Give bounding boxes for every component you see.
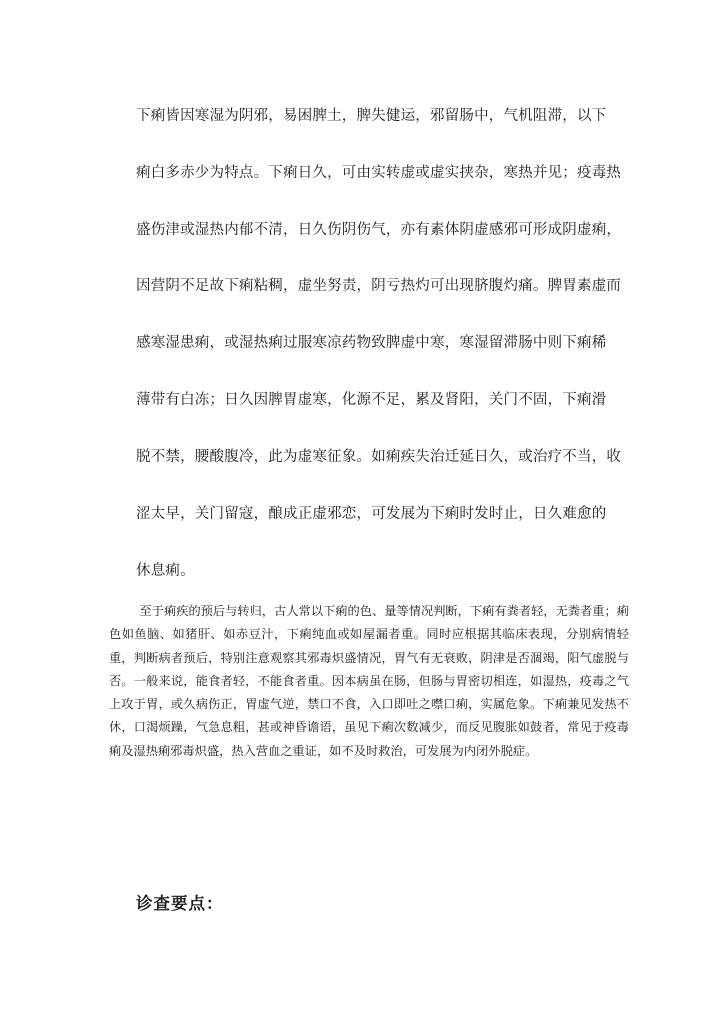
paragraph-1-line-8: 涩太早，关门留寇，酿成正虚邪恋，可发展为下痢时发时止，日久难愈的 (136, 506, 607, 522)
paragraph-1-line-5: 感寒湿患痢，或湿热痢过服寒凉药物致脾虚中寒，寒湿留滞肠中则下痢稀 (136, 335, 607, 351)
paragraph-1-line-2: 痢白多赤少为特点。下痢日久，可由实转虚或虚实挟杂，寒热并见；疫毒热 (136, 165, 622, 181)
paragraph-1-line-1: 下痢皆因寒湿为阴邪，易困脾土，脾失健运，邪留肠中，气机阻滞，以下 (136, 108, 607, 124)
section-heading: 诊查要点： (136, 894, 224, 913)
paragraph-prognosis: 至于痢疾的预后与转归，古人常以下痢的色、量等情况判断，下痢有粪者轻，无粪者重；痢色如鱼脑、如猪肝、如赤豆汁，下痢纯血或如屋漏者重。同时应根据其临床表现，分别病情轻重，判断病者预后，特别注意观察其邪毒炽盛情况，胃气有无衰败，阴津是否涸竭，阳气虚脱与否。一般来说，能食者轻，不能食者重。因本病虽在肠，但肠与胃密切相连，如湿热，疫毒之气上攻于胃，或久病伤正，胃虚气逆，禁口不食，入口即吐之噤口痢，实属危象。下痢兼见发热不休，口渴烦躁，气急息粗，甚或神昏谵语，虽见下痢次数减少，而反见腹胀如鼓者，常见于疫毒痢及湿热痢邪毒炽盛，热入营血之重证，如不及时救治，可发展为内闭外脱症。 (109, 604, 629, 758)
paragraph-1-line-3: 盛伤津或湿热内郁不清，日久伤阴伤气，亦有素体阴虚感邪可形成阴虚痢， (136, 222, 622, 238)
paragraph-1-line-9: 休息痢。 (136, 563, 195, 579)
paragraph-1-line-7: 脱不禁，腰酸腹冷，此为虚寒征象。如痢疾失治迁延日久，或治疗不当，收 (136, 449, 622, 465)
paragraph-1-line-6: 薄带有白冻；日久因脾胃虚寒，化源不足，累及肾阳，关门不固，下痢滑 (136, 392, 607, 408)
paragraph-1-line-4: 因营阴不足故下痢粘稠，虚坐努责，阴亏热灼可出现脐腹灼痛。脾胃素虚而 (136, 278, 622, 294)
